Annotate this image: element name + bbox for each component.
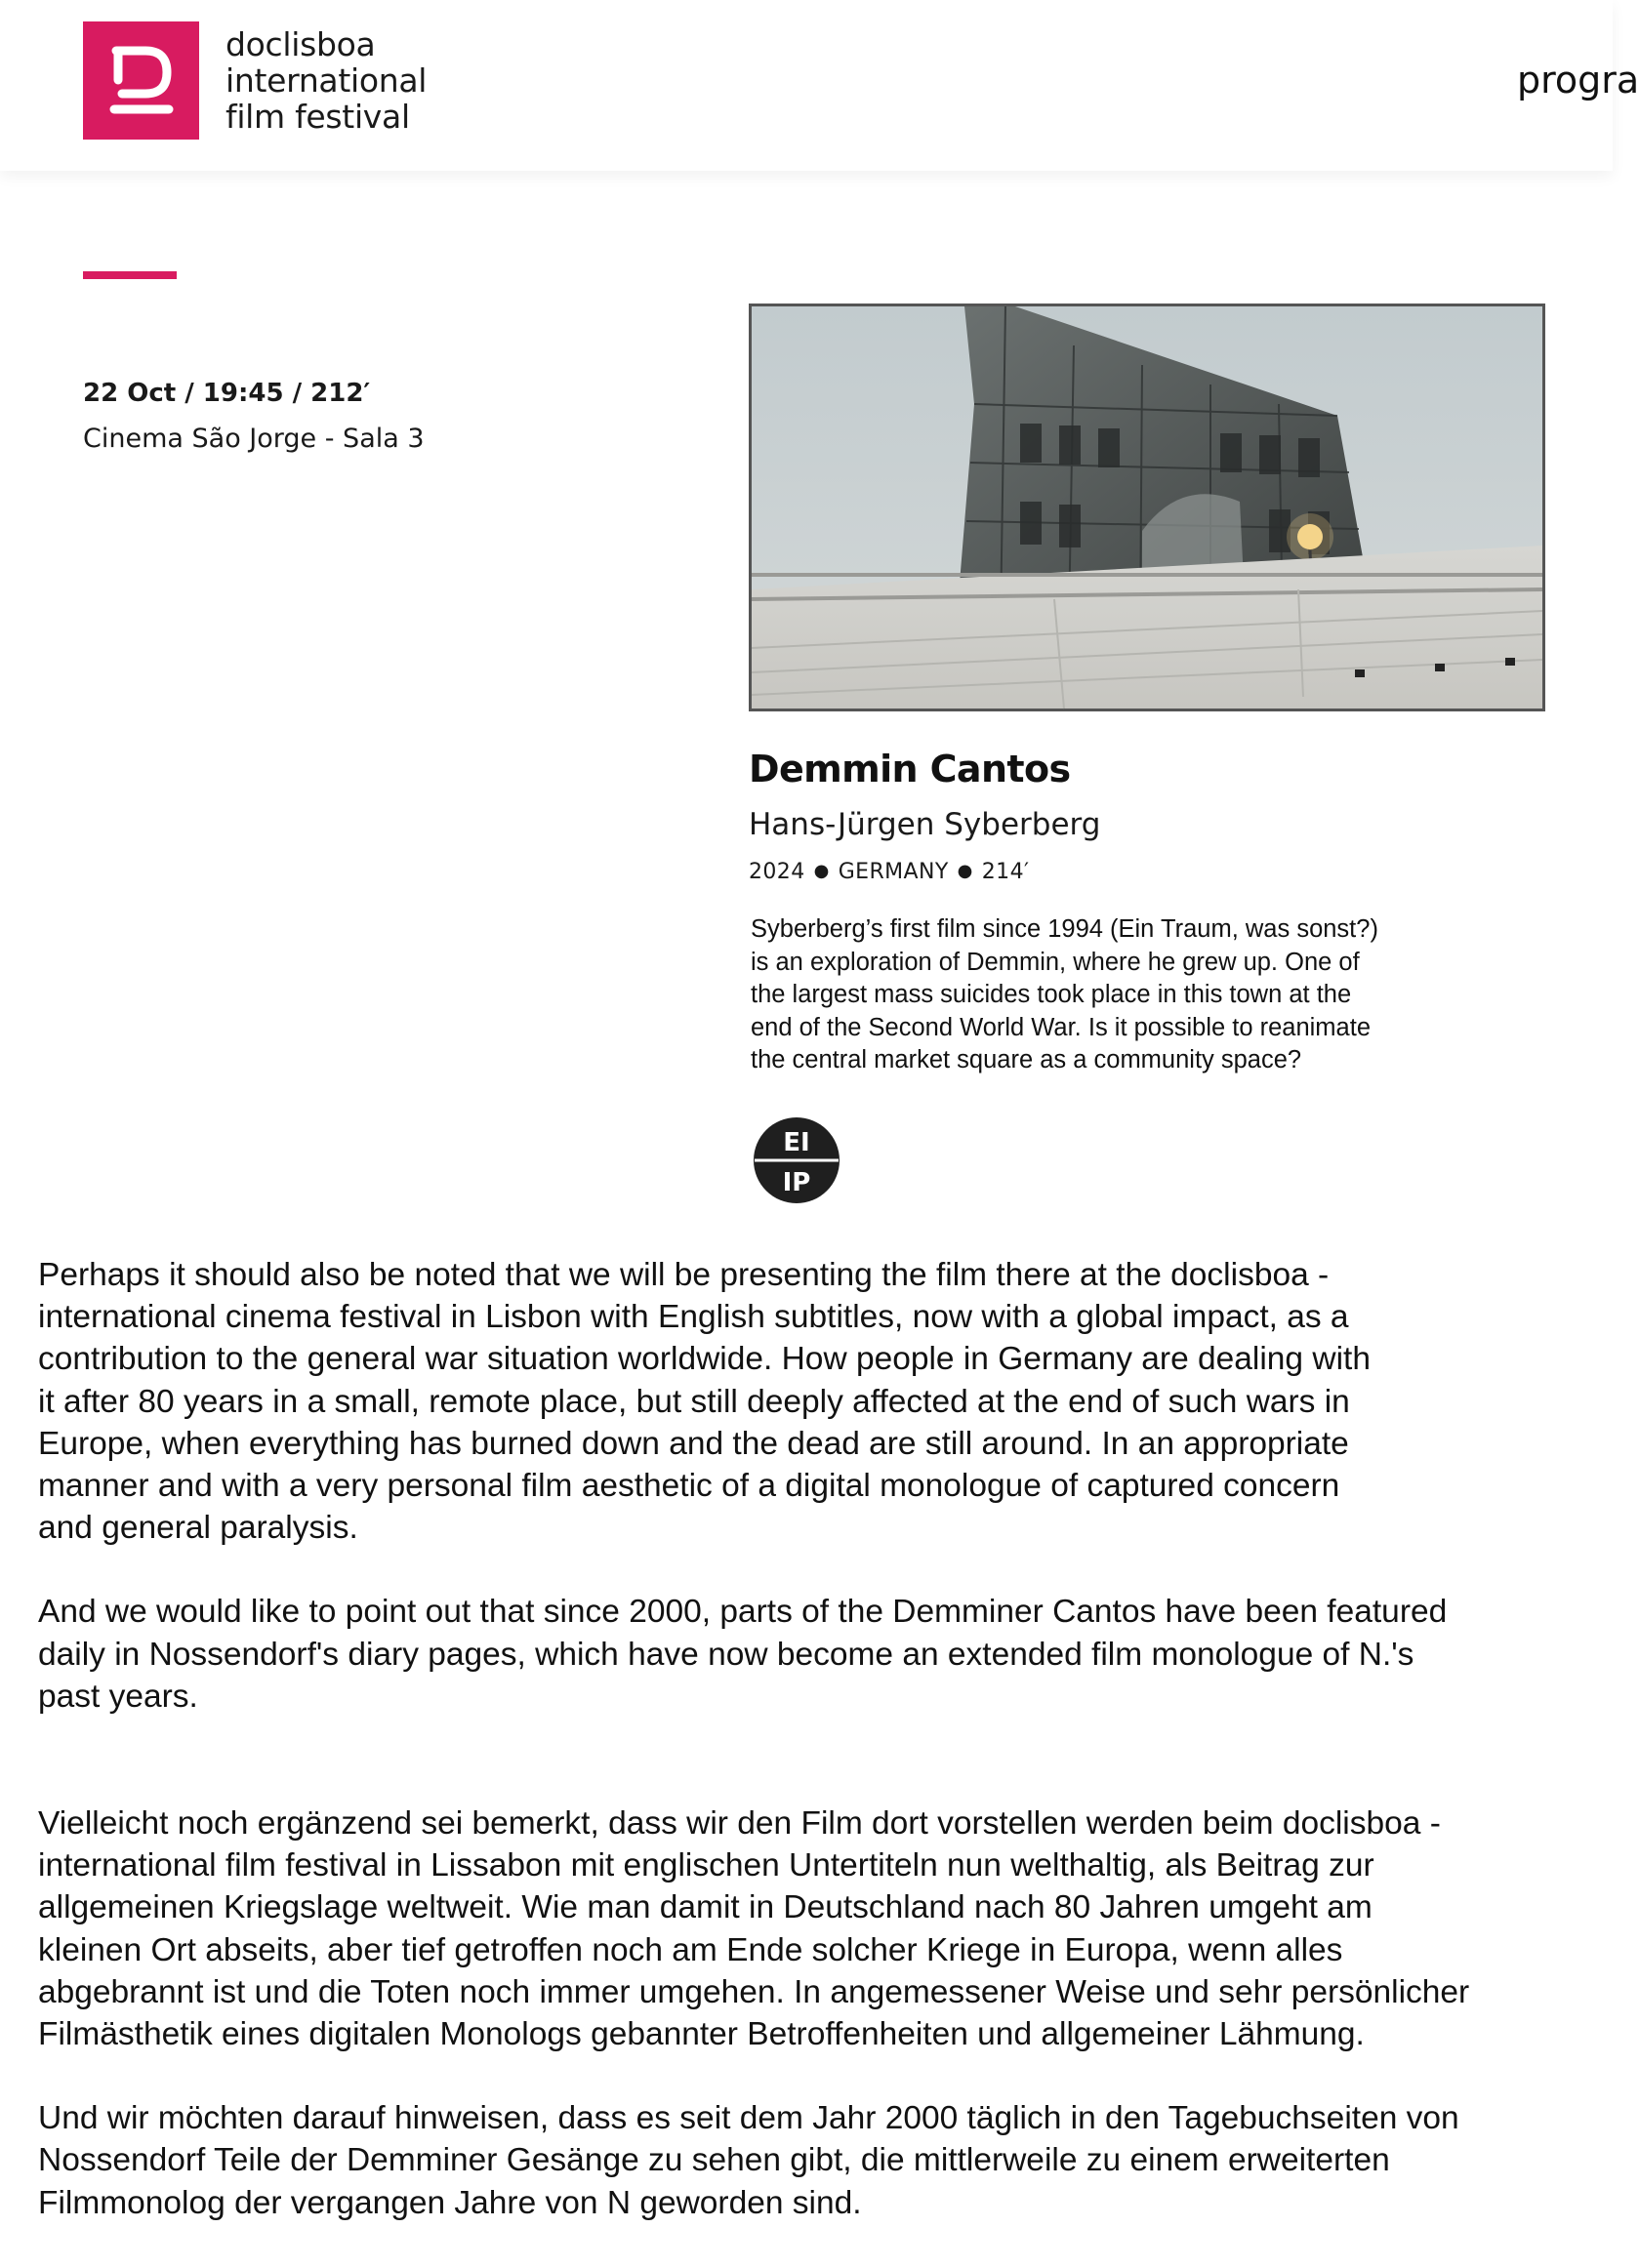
film-country: GERMANY (838, 860, 949, 884)
paragraph-spacer (38, 2055, 1600, 2097)
notes-en-paragraph-2: And we would like to point out that since 2000, parts of the Demminer Cantos have been featured daily in Nossendorf's diary pages, which have now become an extended film monologue of N.'s past years. (38, 1594, 1448, 1715)
separator-dot: ● (957, 861, 973, 881)
paragraph-spacer (38, 1549, 1600, 1591)
logo-line-2: international (225, 61, 428, 100)
logo-line-3: film festival (225, 98, 410, 136)
logo-line-1: doclisboa (225, 25, 376, 63)
festival-name[interactable] (225, 26, 427, 135)
section-badge-icon[interactable] (753, 1114, 840, 1207)
film-notes (38, 1254, 1600, 2224)
separator-dot: ● (813, 861, 830, 881)
screening-venue: Cinema São Jorge - Sala 3 (83, 424, 425, 454)
notes-en-paragraph-1: Perhaps it should also be noted that we will be presenting the film there at the doclisboa - international cinema festival in Lisbon with English subtitles, now with a global impact, as a contribution to the general war situation worldwide. How people in Germany are dealing with it after 80 years in a small, remote place, but still deeply affected at the end of such wars in Europe, when everything has burned down and the dead are still around. In an appropriate manner and with a very personal film aesthetic of a digital monologue of captured concern and general paralysis. (38, 1257, 1371, 1547)
synopsis-text: Syberberg’s first film since 1994 (Ein Traum, was sonst?) is an exploration of Demmin, where he grew up. One of the largest mass suicides took place in this town at the end of the Second World War. Is it possible to reanimate the central market square as a community space? (751, 915, 1378, 1073)
film-metadata (749, 860, 1029, 884)
paragraph-spacer (38, 1718, 1600, 1802)
film-title[interactable]: Demmin Cantos (749, 748, 1071, 790)
screening-datetime: 22 Oct / 19:45 / 212′ (83, 379, 371, 408)
site-header (0, 0, 1639, 171)
film-year: 2024 (749, 860, 805, 884)
notes-de-paragraph-1: Vielleicht noch ergänzend sei bemerkt, dass wir den Film dort vorstellen werden beim doclisboa - international film festival in Lissabon mit englischen Untertiteln nun welthaltig, als Beitrag zur allgemeinen Kriegslage weltweit. Wie man damit in Deutschland nach 80 Jahren umgeht am kleinen Ort abseits, aber tief getroffen noch am Ende solcher Kriege in Europa, wenn alles abgebrannt ist und die Toten noch immer umgehen. In angemessener Weise und sehr persönlicher Filmästhetik eines digitalen Monologs gebannter Betroffenheiten und allgemeiner Lähmung. (38, 1805, 1470, 2053)
nav-programme-link[interactable]: progra (1517, 59, 1639, 101)
film-duration: 214′ (981, 860, 1030, 884)
badge-top-label: EI (783, 1128, 810, 1157)
accent-divider (83, 271, 177, 279)
film-synopsis (751, 913, 1473, 1077)
logo-glyph (83, 21, 199, 140)
badge-bottom-label: IP (782, 1168, 811, 1197)
film-still-image (749, 304, 1545, 711)
film-director: Hans-Jürgen Syberberg (749, 807, 1101, 842)
doclisboa-logo-icon[interactable] (83, 21, 199, 140)
notes-de-paragraph-2: Und wir möchten darauf hinweisen, dass es seit dem Jahr 2000 täglich in den Tagebuchseiten von Nossendorf Teile der Demminer Gesänge zu sehen gibt, die mittlerweile zu einem erweiterten Filmmonolog der vergangen Jahre von N geworden sind. (38, 2100, 1459, 2221)
